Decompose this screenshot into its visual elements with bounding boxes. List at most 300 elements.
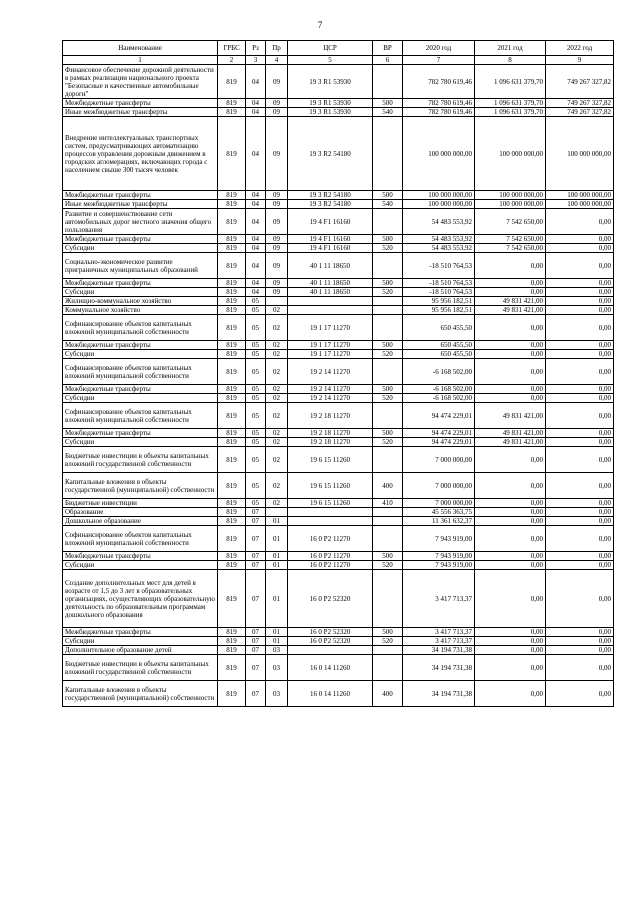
table-row [63, 438, 614, 447]
table-row [63, 508, 614, 517]
cell-rz: 04 [246, 108, 266, 117]
cell-pr: 02 [266, 473, 288, 499]
budget-table [62, 40, 614, 707]
cell-rz: 07 [246, 628, 266, 637]
cell-vr: 500 [373, 99, 403, 108]
cell-pr: 01 [266, 570, 288, 628]
col-header-grbs: ГРБС [218, 41, 246, 56]
cell-pr: 02 [266, 306, 288, 315]
cell-csr: 19 1 17 11270 [288, 350, 373, 359]
cell-grbs: 819 [218, 209, 246, 235]
cell-vr: 520 [373, 350, 403, 359]
cell-pr: 03 [266, 646, 288, 655]
cell-name: Субсидии [63, 288, 218, 297]
table-row [63, 552, 614, 561]
cell-2020: 34 194 731,38 [403, 646, 475, 655]
cell-2020: 95 956 182,51 [403, 297, 475, 306]
col-index: 1 [63, 56, 218, 65]
cell-name: Жилищно-коммунальное хозяйство [63, 297, 218, 306]
cell-2020: -18 510 764,53 [403, 279, 475, 288]
cell-2022: 0,00 [546, 385, 614, 394]
col-index: 6 [373, 56, 403, 65]
cell-name: Капитальные вложения в объекты государственной (муниципальной) собственности [63, 681, 218, 707]
cell-pr: 09 [266, 235, 288, 244]
cell-2020: 100 000 000,00 [403, 117, 475, 191]
cell-csr: 19 3 R2 54180 [288, 117, 373, 191]
cell-rz: 04 [246, 288, 266, 297]
cell-name: Дошкольное образование [63, 517, 218, 526]
cell-2021: 49 831 421,00 [475, 438, 546, 447]
cell-pr: 02 [266, 350, 288, 359]
table-row [63, 681, 614, 707]
cell-csr [288, 297, 373, 306]
cell-name: Субсидии [63, 244, 218, 253]
cell-2020: 11 361 632,37 [403, 517, 475, 526]
cell-vr: 500 [373, 552, 403, 561]
cell-vr [373, 447, 403, 473]
cell-2021: 1 096 631 379,70 [475, 99, 546, 108]
cell-vr [373, 306, 403, 315]
cell-2020: 95 956 182,51 [403, 306, 475, 315]
table-row [63, 385, 614, 394]
cell-rz: 05 [246, 359, 266, 385]
table-row [63, 191, 614, 200]
cell-grbs: 819 [218, 429, 246, 438]
cell-csr: 19 6 15 11260 [288, 447, 373, 473]
cell-vr: 410 [373, 499, 403, 508]
cell-grbs: 819 [218, 279, 246, 288]
cell-2020: 94 474 229,01 [403, 429, 475, 438]
cell-csr [288, 517, 373, 526]
table-row [63, 526, 614, 552]
cell-2020: 7 000 000,00 [403, 499, 475, 508]
cell-2021: 49 831 421,00 [475, 306, 546, 315]
table-row [63, 646, 614, 655]
cell-2022: 749 267 327,82 [546, 108, 614, 117]
cell-pr: 09 [266, 65, 288, 99]
cell-vr: 500 [373, 341, 403, 350]
cell-pr: 09 [266, 279, 288, 288]
cell-2022: 0,00 [546, 235, 614, 244]
cell-2021: 0,00 [475, 499, 546, 508]
cell-vr: 500 [373, 279, 403, 288]
cell-rz: 04 [246, 253, 266, 279]
cell-name: Софинансирование объектов капитальных вложений муниципальной собственности [63, 526, 218, 552]
cell-csr [288, 306, 373, 315]
cell-csr: 16 0 P2 52320 [288, 637, 373, 646]
cell-grbs: 819 [218, 108, 246, 117]
cell-vr: 500 [373, 429, 403, 438]
cell-name: Межбюджетные трансферты [63, 552, 218, 561]
cell-2021: 7 542 650,00 [475, 209, 546, 235]
cell-csr: 19 2 14 11270 [288, 385, 373, 394]
cell-2021: 0,00 [475, 359, 546, 385]
cell-rz: 07 [246, 552, 266, 561]
cell-pr: 01 [266, 517, 288, 526]
cell-2020: 7 943 919,00 [403, 552, 475, 561]
cell-vr: 500 [373, 628, 403, 637]
cell-2022: 0,00 [546, 508, 614, 517]
cell-vr: 520 [373, 561, 403, 570]
cell-grbs: 819 [218, 552, 246, 561]
cell-2021: 49 831 421,00 [475, 429, 546, 438]
cell-2020: 7 000 000,00 [403, 473, 475, 499]
cell-2020: 54 483 553,92 [403, 209, 475, 235]
col-header-2021: 2021 год [475, 41, 546, 56]
cell-vr: 400 [373, 681, 403, 707]
cell-name: Субсидии [63, 561, 218, 570]
cell-csr: 19 2 18 11270 [288, 429, 373, 438]
cell-name: Дополнительное образование детей [63, 646, 218, 655]
cell-pr: 09 [266, 117, 288, 191]
table-row [63, 359, 614, 385]
cell-2022: 749 267 327,82 [546, 65, 614, 99]
col-index: 8 [475, 56, 546, 65]
table-row [63, 306, 614, 315]
cell-2021: 49 831 421,00 [475, 297, 546, 306]
cell-2022: 0,00 [546, 438, 614, 447]
cell-vr [373, 526, 403, 552]
cell-csr: 19 3 R2 54180 [288, 191, 373, 200]
cell-pr: 02 [266, 429, 288, 438]
table-row [63, 499, 614, 508]
cell-2022: 100 000 000,00 [546, 191, 614, 200]
cell-pr: 09 [266, 99, 288, 108]
cell-2020: 782 780 619,46 [403, 65, 475, 99]
cell-2020: 54 483 553,92 [403, 235, 475, 244]
cell-name: Внедрение интеллектуальных транспортных систем, предусматривающих автоматизацию процессов управления дорожным движением в городских агломерациях, включающих города с населением свыше 300 тысяч человек [63, 117, 218, 191]
cell-pr: 02 [266, 438, 288, 447]
cell-csr: 16 0 14 11260 [288, 681, 373, 707]
cell-pr: 09 [266, 108, 288, 117]
cell-2020: -18 510 764,53 [403, 288, 475, 297]
table-row [63, 570, 614, 628]
cell-rz: 07 [246, 681, 266, 707]
cell-2022: 0,00 [546, 244, 614, 253]
table-row [63, 637, 614, 646]
cell-pr: 03 [266, 681, 288, 707]
cell-2021: 100 000 000,00 [475, 200, 546, 209]
cell-2021: 0,00 [475, 508, 546, 517]
cell-2020: 45 556 363,75 [403, 508, 475, 517]
cell-rz: 05 [246, 403, 266, 429]
cell-rz: 05 [246, 315, 266, 341]
table-row [63, 350, 614, 359]
cell-2021: 0,00 [475, 385, 546, 394]
cell-vr: 400 [373, 473, 403, 499]
cell-2021: 1 096 631 379,70 [475, 65, 546, 99]
cell-vr: 520 [373, 244, 403, 253]
cell-grbs: 819 [218, 447, 246, 473]
cell-name: Межбюджетные трансферты [63, 235, 218, 244]
cell-grbs: 819 [218, 637, 246, 646]
cell-rz: 05 [246, 394, 266, 403]
cell-pr: 02 [266, 447, 288, 473]
cell-name: Субсидии [63, 394, 218, 403]
table-row [63, 403, 614, 429]
cell-2021: 7 542 650,00 [475, 244, 546, 253]
cell-name: Межбюджетные трансферты [63, 385, 218, 394]
cell-name: Бюджетные инвестиции в объекты капитальных вложений государственной собственности [63, 655, 218, 681]
col-header-name: Наименование [63, 41, 218, 56]
cell-grbs: 819 [218, 244, 246, 253]
cell-name: Субсидии [63, 438, 218, 447]
cell-pr: 09 [266, 244, 288, 253]
cell-vr: 520 [373, 288, 403, 297]
cell-2020: 7 000 000,00 [403, 447, 475, 473]
cell-pr: 02 [266, 403, 288, 429]
cell-2020: 54 483 553,92 [403, 244, 475, 253]
cell-grbs: 819 [218, 473, 246, 499]
cell-rz: 04 [246, 200, 266, 209]
table-body [63, 65, 614, 707]
cell-name: Создание дополнительных мест для детей в возрасте от 1,5 до 3 лет в образовательных организациях, осуществляющих образовательную деятельность по образовательным программам дошкольного образования [63, 570, 218, 628]
cell-grbs: 819 [218, 117, 246, 191]
col-index: 9 [546, 56, 614, 65]
cell-pr: 03 [266, 655, 288, 681]
cell-vr [373, 253, 403, 279]
cell-name: Субсидии [63, 350, 218, 359]
cell-csr: 19 4 F1 16160 [288, 235, 373, 244]
cell-name: Бюджетные инвестиции [63, 499, 218, 508]
col-index: 7 [403, 56, 475, 65]
cell-pr: 09 [266, 253, 288, 279]
cell-vr: 500 [373, 191, 403, 200]
cell-pr: 01 [266, 637, 288, 646]
cell-vr [373, 315, 403, 341]
cell-rz: 05 [246, 306, 266, 315]
cell-2022: 0,00 [546, 473, 614, 499]
cell-2022: 0,00 [546, 447, 614, 473]
cell-name: Иные межбюджетные трансферты [63, 200, 218, 209]
cell-grbs: 819 [218, 253, 246, 279]
column-index-row [63, 56, 614, 65]
cell-2021: 0,00 [475, 681, 546, 707]
cell-name: Межбюджетные трансферты [63, 628, 218, 637]
cell-2021: 0,00 [475, 279, 546, 288]
cell-2020: 3 417 713,37 [403, 570, 475, 628]
table-row [63, 473, 614, 499]
col-header-vr: ВР [373, 41, 403, 56]
cell-vr: 540 [373, 200, 403, 209]
cell-grbs: 819 [218, 359, 246, 385]
cell-2021: 0,00 [475, 341, 546, 350]
cell-pr: 09 [266, 209, 288, 235]
cell-2022: 0,00 [546, 570, 614, 628]
cell-2020: 7 943 919,00 [403, 561, 475, 570]
cell-csr: 40 1 11 18650 [288, 253, 373, 279]
cell-csr: 19 6 15 11260 [288, 473, 373, 499]
table-row [63, 297, 614, 306]
cell-csr: 19 2 14 11270 [288, 394, 373, 403]
cell-2021: 100 000 000,00 [475, 117, 546, 191]
cell-pr: 09 [266, 200, 288, 209]
cell-rz: 04 [246, 99, 266, 108]
cell-2021: 0,00 [475, 315, 546, 341]
cell-csr: 16 0 P2 11270 [288, 552, 373, 561]
table-row [63, 394, 614, 403]
cell-2022: 0,00 [546, 306, 614, 315]
cell-2022: 0,00 [546, 637, 614, 646]
cell-vr: 500 [373, 385, 403, 394]
cell-name: Межбюджетные трансферты [63, 341, 218, 350]
cell-rz: 04 [246, 235, 266, 244]
cell-vr [373, 655, 403, 681]
cell-vr [373, 508, 403, 517]
cell-vr: 520 [373, 637, 403, 646]
cell-csr: 19 1 17 11270 [288, 315, 373, 341]
cell-2022: 0,00 [546, 394, 614, 403]
cell-grbs: 819 [218, 315, 246, 341]
cell-csr: 19 2 18 11270 [288, 438, 373, 447]
cell-pr: 02 [266, 315, 288, 341]
cell-rz: 05 [246, 473, 266, 499]
cell-rz: 04 [246, 244, 266, 253]
cell-grbs: 819 [218, 561, 246, 570]
cell-pr: 02 [266, 359, 288, 385]
cell-rz: 07 [246, 570, 266, 628]
cell-2021: 0,00 [475, 526, 546, 552]
cell-pr: 02 [266, 341, 288, 350]
cell-grbs: 819 [218, 288, 246, 297]
cell-rz: 07 [246, 655, 266, 681]
cell-rz: 07 [246, 526, 266, 552]
cell-grbs: 819 [218, 681, 246, 707]
cell-2020: 100 000 000,00 [403, 200, 475, 209]
cell-name: Межбюджетные трансферты [63, 429, 218, 438]
cell-2022: 0,00 [546, 526, 614, 552]
cell-2020: 34 194 731,38 [403, 681, 475, 707]
col-index: 5 [288, 56, 373, 65]
cell-2021: 0,00 [475, 552, 546, 561]
cell-csr: 19 3 R1 53930 [288, 108, 373, 117]
cell-2022: 0,00 [546, 288, 614, 297]
cell-2020: 94 474 229,01 [403, 438, 475, 447]
table-row [63, 315, 614, 341]
cell-2020: -6 168 502,00 [403, 359, 475, 385]
table-row [63, 447, 614, 473]
cell-2021: 0,00 [475, 473, 546, 499]
col-header-rz: Рз [246, 41, 266, 56]
cell-name: Межбюджетные трансферты [63, 191, 218, 200]
cell-2021: 0,00 [475, 561, 546, 570]
cell-2022: 0,00 [546, 253, 614, 279]
cell-2021: 0,00 [475, 517, 546, 526]
cell-rz: 04 [246, 191, 266, 200]
cell-vr [373, 517, 403, 526]
cell-vr: 500 [373, 235, 403, 244]
cell-rz: 05 [246, 297, 266, 306]
cell-pr: 01 [266, 628, 288, 637]
cell-csr: 16 0 P2 11270 [288, 561, 373, 570]
cell-grbs: 819 [218, 341, 246, 350]
cell-rz: 05 [246, 341, 266, 350]
cell-2022: 0,00 [546, 315, 614, 341]
cell-2020: 7 943 919,00 [403, 526, 475, 552]
cell-rz: 04 [246, 209, 266, 235]
cell-rz: 07 [246, 637, 266, 646]
cell-grbs: 819 [218, 646, 246, 655]
cell-rz: 05 [246, 499, 266, 508]
cell-grbs: 819 [218, 297, 246, 306]
cell-2022: 100 000 000,00 [546, 200, 614, 209]
table-row [63, 235, 614, 244]
cell-2022: 0,00 [546, 279, 614, 288]
cell-rz: 05 [246, 447, 266, 473]
cell-2021: 0,00 [475, 637, 546, 646]
table-row [63, 65, 614, 99]
cell-grbs: 819 [218, 65, 246, 99]
cell-vr: 520 [373, 394, 403, 403]
table-row [63, 429, 614, 438]
cell-grbs: 819 [218, 438, 246, 447]
cell-grbs: 819 [218, 385, 246, 394]
cell-2022: 0,00 [546, 297, 614, 306]
table-row [63, 244, 614, 253]
cell-2021: 0,00 [475, 447, 546, 473]
cell-csr: 16 0 P2 52320 [288, 628, 373, 637]
cell-csr: 19 3 R1 53930 [288, 65, 373, 99]
cell-2021: 0,00 [475, 288, 546, 297]
cell-2021: 0,00 [475, 253, 546, 279]
cell-csr: 19 2 14 11270 [288, 359, 373, 385]
cell-csr: 16 0 P2 11270 [288, 526, 373, 552]
cell-csr: 19 4 F1 16160 [288, 244, 373, 253]
cell-2022: 749 267 327,82 [546, 99, 614, 108]
cell-grbs: 819 [218, 499, 246, 508]
page-number: 7 [317, 20, 323, 30]
table-row [63, 628, 614, 637]
cell-csr: 16 0 P2 52320 [288, 570, 373, 628]
cell-pr [266, 508, 288, 517]
cell-pr [266, 297, 288, 306]
col-index: 2 [218, 56, 246, 65]
cell-2020: 3 417 713,37 [403, 628, 475, 637]
cell-2020: 94 474 229,01 [403, 403, 475, 429]
cell-pr: 01 [266, 561, 288, 570]
cell-2020: 3 417 713,37 [403, 637, 475, 646]
header-row [63, 41, 614, 56]
table-row [63, 288, 614, 297]
cell-rz: 07 [246, 508, 266, 517]
cell-2021: 0,00 [475, 655, 546, 681]
cell-csr: 19 4 F1 16160 [288, 209, 373, 235]
cell-pr: 02 [266, 385, 288, 394]
table-row [63, 117, 614, 191]
cell-csr: 16 0 14 11260 [288, 655, 373, 681]
cell-2021: 49 831 421,00 [475, 403, 546, 429]
cell-2021: 0,00 [475, 394, 546, 403]
cell-vr [373, 403, 403, 429]
cell-rz: 05 [246, 385, 266, 394]
cell-grbs: 819 [218, 628, 246, 637]
cell-csr: 19 3 R2 54180 [288, 200, 373, 209]
cell-2022: 0,00 [546, 359, 614, 385]
cell-2022: 0,00 [546, 341, 614, 350]
cell-2020: 782 780 619,46 [403, 108, 475, 117]
cell-2022: 0,00 [546, 655, 614, 681]
table-row [63, 517, 614, 526]
cell-grbs: 819 [218, 191, 246, 200]
cell-rz: 05 [246, 350, 266, 359]
cell-2022: 0,00 [546, 552, 614, 561]
cell-grbs: 819 [218, 235, 246, 244]
cell-name: Субсидии [63, 637, 218, 646]
cell-2022: 0,00 [546, 429, 614, 438]
cell-grbs: 819 [218, 655, 246, 681]
cell-rz: 05 [246, 438, 266, 447]
cell-2020: 100 000 000,00 [403, 191, 475, 200]
